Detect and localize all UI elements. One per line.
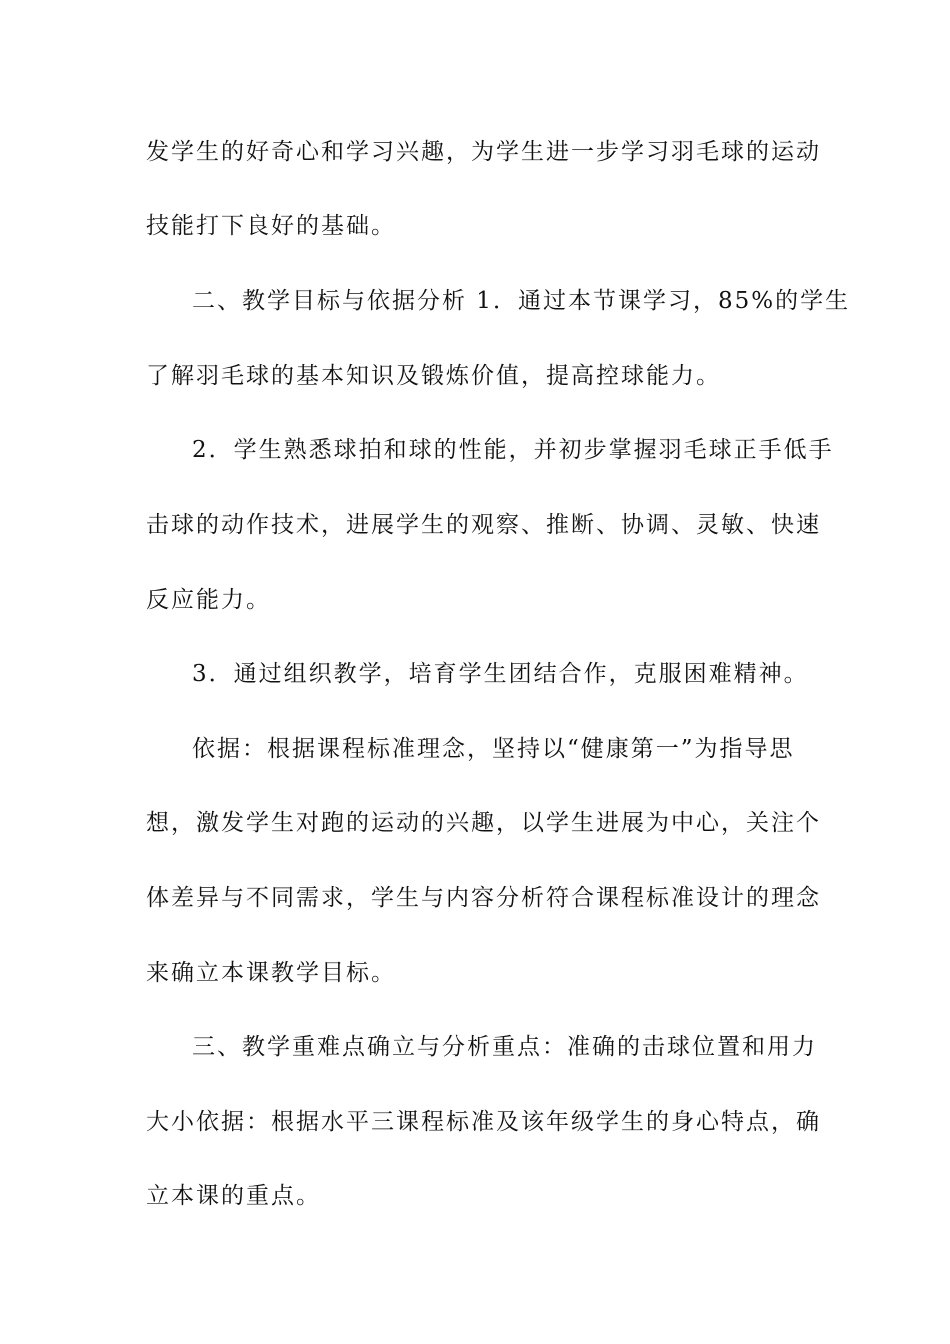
text-line-14: 大小依据：根据水平三课程标准及该年级学生的身心特点，确 bbox=[146, 1109, 821, 1135]
text-line-7: 反应能力。 bbox=[146, 587, 271, 613]
text-line-2: 技能打下良好的基础。 bbox=[146, 213, 396, 239]
text-line-6: 击球的动作技术，进展学生的观察、推断、协调、灵敏、快速 bbox=[146, 512, 821, 538]
text-line-12: 来确立本课教学目标。 bbox=[146, 960, 396, 986]
text-line-13: 三、教学重难点确立与分析重点：准确的击球位置和用力 bbox=[192, 1034, 817, 1060]
text-line-1: 发学生的好奇心和学习兴趣，为学生进一步学习羽毛球的运动 bbox=[146, 139, 821, 165]
text-line-4: 了解羽毛球的基本知识及锻炼价值，提高控球能力。 bbox=[146, 363, 721, 389]
text-line-10: 想，激发学生对跑的运动的兴趣，以学生进展为中心，关注个 bbox=[146, 810, 821, 836]
text-line-11: 体差异与不同需求，学生与内容分析符合课程标准设计的理念 bbox=[146, 885, 821, 911]
text-line-3: 二、教学目标与依据分析 1．通过本节课学习，85%的学生 bbox=[192, 288, 851, 314]
text-line-5: 2．学生熟悉球拍和球的性能，并初步掌握羽毛球正手低手 bbox=[192, 437, 834, 463]
text-line-15: 立本课的重点。 bbox=[146, 1183, 321, 1209]
text-line-9: 依据：根据课程标准理念，坚持以“健康第一”为指导思 bbox=[192, 736, 795, 762]
text-line-8: 3．通过组织教学，培育学生团结合作，克服困难精神。 bbox=[192, 661, 809, 687]
